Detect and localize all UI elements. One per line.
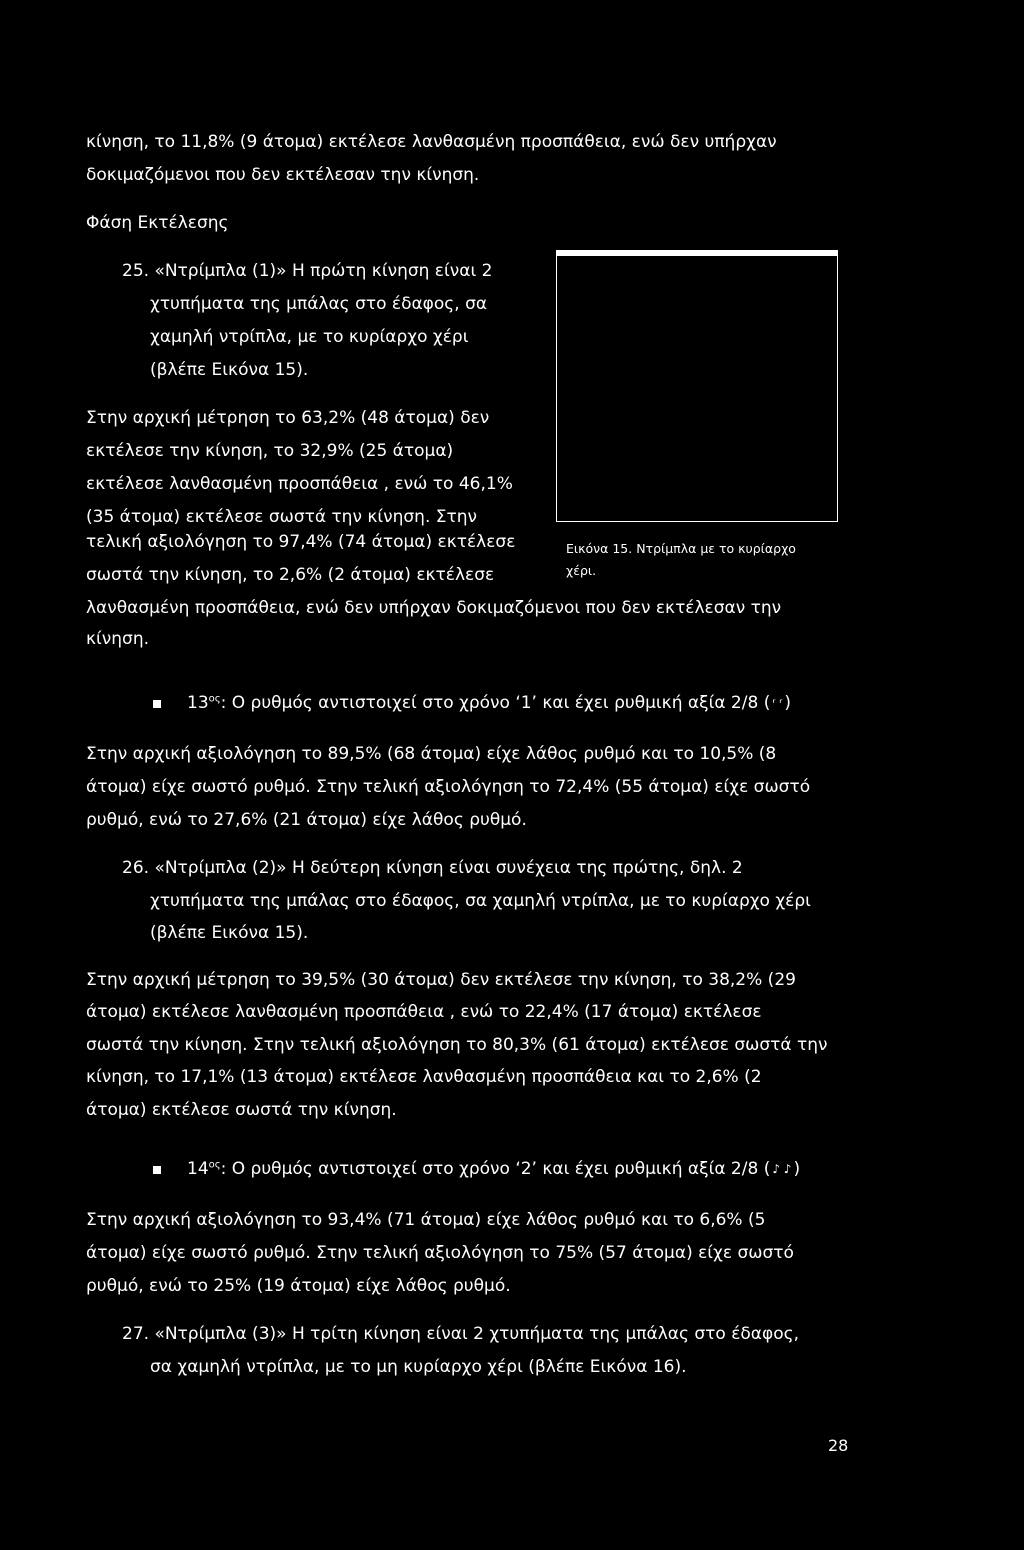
text-line: σα χαμηλή ντρίπλα, με το μη κυρίαρχο χέρι (βλέπε Εικόνα 16). — [150, 1357, 687, 1377]
section-heading: Φάση Εκτέλεσης — [86, 213, 229, 233]
text-line: άτομα) εκτέλεσε λανθασμένη προσπάθεια , ενώ το 22,4% (17 άτομα) εκτέλεσε — [86, 1002, 762, 1022]
text-line: άτομα) εκτέλεσε σωστά την κίνηση. — [86, 1100, 397, 1120]
text-line: σωστά την κίνηση, το 2,6% (2 άτομα) εκτέλεσε — [86, 565, 495, 585]
caption-line: Εικόνα 15. Ντρίμπλα με το κυρίαρχο — [566, 541, 796, 556]
text-line: κίνηση, το 17,1% (13 άτομα) εκτέλεσε λανθασμένη προσπάθεια και το 2,6% (2 — [86, 1067, 762, 1087]
caption-line: χέρι. — [566, 563, 597, 578]
eighth-note-icon: ♪ ♪ — [772, 1162, 792, 1176]
bullet-icon — [153, 700, 161, 708]
text-line: κίνηση, το 11,8% (9 άτομα) εκτέλεσε λανθασμένη προσπάθεια, ενώ δεν υπήρχαν — [86, 132, 777, 152]
text-line: 27. «Ντρίμπλα (3)» Η τρίτη κίνηση είναι 2 χτυπήματα της μπάλας στο έδαφος, — [122, 1324, 800, 1344]
text-line: εκτέλεσε λανθασμένη προσπάθεια , ενώ το 46,1% — [86, 474, 513, 494]
page-number: 28 — [828, 1436, 849, 1455]
text-line: 25. «Ντρίμπλα (1)» Η πρώτη κίνηση είναι 2 — [122, 261, 493, 281]
text-line: άτομα) είχε σωστό ρυθμό. Στην τελική αξιολόγηση το 75% (57 άτομα) είχε σωστό — [86, 1243, 794, 1263]
text-line: κίνηση. — [86, 629, 149, 649]
text-line: Στην αρχική μέτρηση το 39,5% (30 άτομα) δεν εκτέλεσε την κίνηση, το 38,2% (29 — [86, 970, 796, 990]
eighth-note-icon: ʳ ʳ — [772, 696, 783, 710]
text-line: (35 άτομα) εκτέλεσε σωστά την κίνηση. Στην — [86, 507, 477, 527]
text-line: τελική αξιολόγηση το 97,4% (74 άτομα) εκτέλεσε — [86, 532, 516, 552]
text-line: (βλέπε Εικόνα 15). — [150, 360, 309, 380]
bullet-text: $14^{o\varsigma}$: Ο ρυθμός αντιστοιχεί στο χρόνο ‘2’ και έχει ρυθμική αξία 2/8 ( ♪ ♪ ) — [187, 1159, 801, 1179]
bullet-icon — [153, 1166, 161, 1174]
text-line: λανθασμένη προσπάθεια, ενώ δεν υπήρχαν δοκιμαζόμενοι που δεν εκτέλεσαν την — [86, 598, 782, 618]
figure-15-image — [556, 250, 838, 522]
text-line: Στην αρχική αξιολόγηση το 93,4% (71 άτομα) είχε λάθος ρυθμό και το 6,6% (5 — [86, 1210, 766, 1230]
text-line: άτομα) είχε σωστό ρυθμό. Στην τελική αξιολόγηση το 72,4% (55 άτομα) είχε σωστό — [86, 777, 811, 797]
text-line: δοκιμαζόμενοι που δεν εκτέλεσαν την κίνηση. — [86, 165, 480, 185]
text-line: ρυθμό, ενώ το 27,6% (21 άτομα) είχε λάθος ρυθμό. — [86, 810, 527, 830]
text-line: Στην αρχική αξιολόγηση το 89,5% (68 άτομα) είχε λάθος ρυθμό και το 10,5% (8 — [86, 744, 777, 764]
text-line: χτυπήματα της μπάλας στο έδαφος, σα — [150, 294, 488, 314]
text-line: εκτέλεσε την κίνηση, το 32,9% (25 άτομα) — [86, 441, 454, 461]
text-line: ρυθμό, ενώ το 25% (19 άτομα) είχε λάθος ρυθμό. — [86, 1276, 511, 1296]
bullet-text: $13^{o\varsigma}$: Ο ρυθμός αντιστοιχεί στο χρόνο ‘1’ και έχει ρυθμική αξία 2/8 ( ʳ ʳ ) — [187, 693, 791, 713]
text-line: Στην αρχική μέτρηση το 63,2% (48 άτομα) δεν — [86, 408, 490, 428]
text-line: σωστά την κίνηση. Στην τελική αξιολόγηση το 80,3% (61 άτομα) εκτέλεσε σωστά την — [86, 1035, 828, 1055]
text-line: χτυπήματα της μπάλας στο έδαφος, σα χαμηλή ντρίπλα, με το κυρίαρχο χέρι — [150, 891, 811, 911]
text-line: 26. «Ντρίμπλα (2)» Η δεύτερη κίνηση είναι συνέχεια της πρώτης, δηλ. 2 — [122, 858, 743, 878]
text-line: χαμηλή ντρίπλα, με το κυρίαρχο χέρι — [150, 327, 469, 347]
text-line: (βλέπε Εικόνα 15). — [150, 923, 309, 943]
